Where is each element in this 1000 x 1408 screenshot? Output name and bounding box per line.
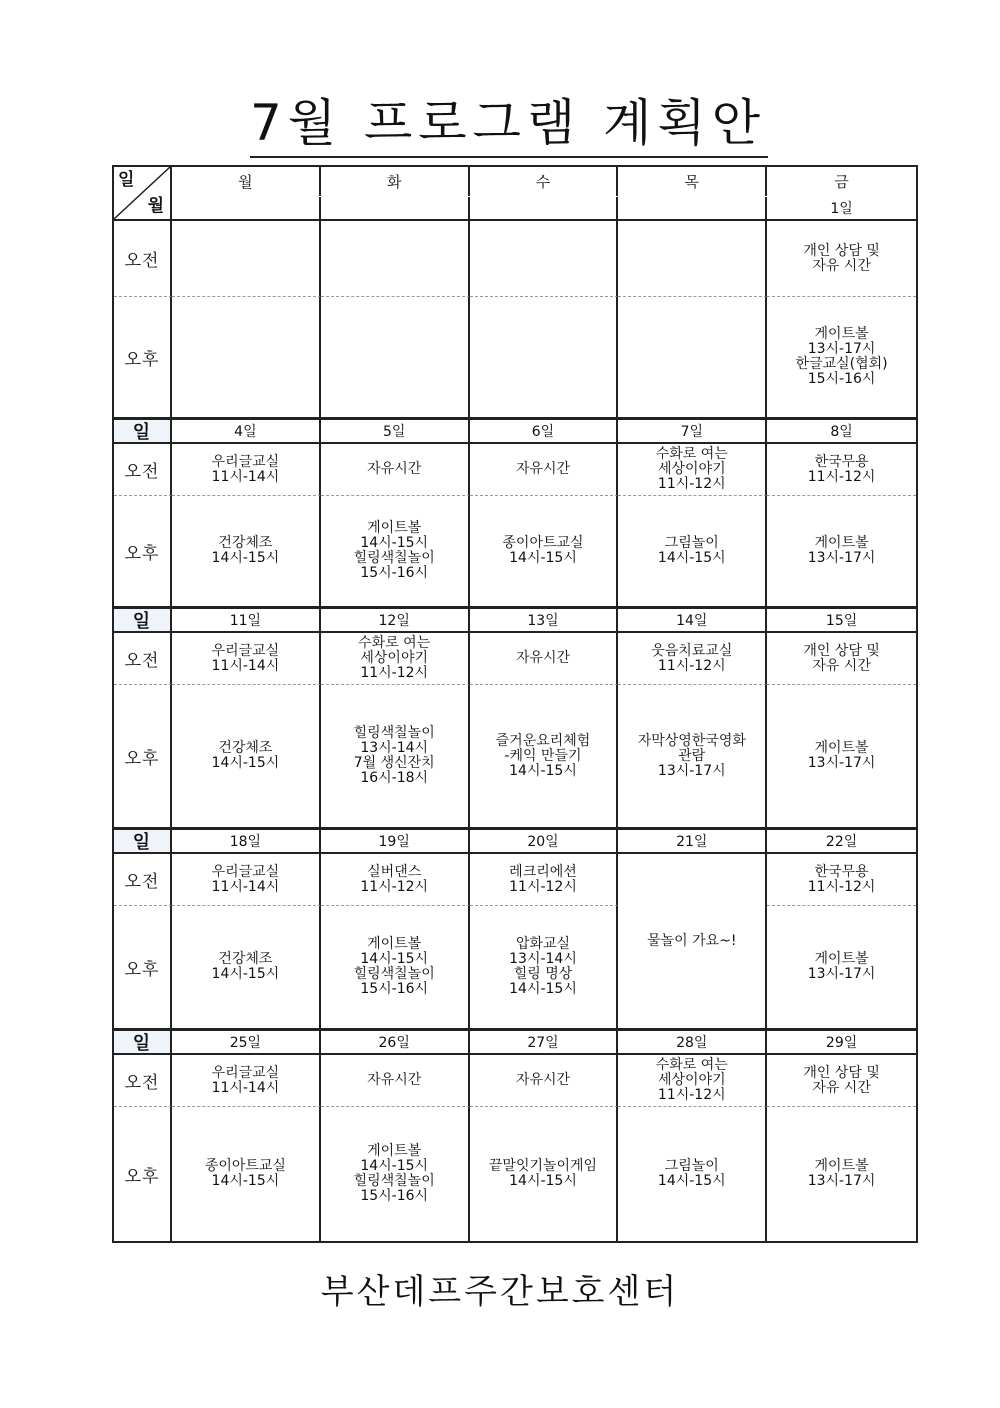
program-line: 14시-15시	[509, 550, 577, 566]
program-line: 자유 시간	[812, 257, 871, 274]
program-line: 11시-12시	[360, 665, 429, 681]
program-line: 16시-18시	[360, 770, 429, 786]
program-line: 즐거운요리체험	[495, 732, 591, 749]
pm-cell	[767, 496, 916, 606]
program-line: 레크리에션	[509, 863, 577, 880]
pm-cell	[767, 906, 916, 1028]
weekday-wed: 수	[470, 167, 619, 196]
day-number: 26일	[321, 1031, 470, 1055]
program-line: 자막상영한국영화	[637, 732, 746, 749]
all-day-cell	[618, 854, 767, 1028]
program-line: 14시-15시	[509, 981, 577, 997]
am-label: 오전	[114, 854, 172, 906]
program-line: 자유시간	[367, 1072, 422, 1088]
day-number	[321, 197, 470, 219]
day-number: 20일	[470, 830, 619, 854]
pm-cell	[470, 1107, 619, 1241]
am-label: 오전	[114, 1055, 172, 1107]
pm-cell	[321, 906, 470, 1028]
pm-label: 오후	[114, 685, 172, 827]
am-cell	[172, 444, 321, 496]
program-line: 자유시간	[367, 461, 422, 477]
day-number: 12일	[321, 609, 470, 633]
program-line: 세상이야기	[657, 1072, 726, 1088]
program-line: 종이아트교실	[502, 535, 584, 551]
pm-cell	[767, 1107, 916, 1241]
schedule-table	[112, 165, 918, 1243]
week-label: 일	[114, 1031, 172, 1055]
day-number	[618, 197, 767, 219]
day-number: 27일	[470, 1031, 619, 1055]
day-number: 29일	[767, 1031, 916, 1055]
pm-cell	[321, 496, 470, 606]
program-line: 관람	[678, 747, 706, 764]
week-label: 일	[114, 609, 172, 633]
program-line: 게이트볼	[367, 1143, 422, 1159]
day-number: 1일	[830, 201, 853, 217]
program-line: 14시-15시	[657, 1173, 726, 1189]
pm-cell	[618, 297, 767, 417]
am-cell	[172, 221, 321, 297]
program-line: 게이트볼	[814, 535, 869, 551]
program-line: 게이트볼	[367, 520, 422, 536]
pm-cell	[172, 906, 321, 1028]
corner-day-label: 일	[118, 170, 135, 190]
pm-cell	[321, 297, 470, 417]
program-line: 14시-15시	[211, 1173, 280, 1189]
program-line: 우리글교실	[211, 1064, 280, 1081]
am-cell	[470, 633, 619, 685]
program-line: 개인 상담 및	[803, 242, 880, 259]
am-label: 오전	[114, 221, 172, 297]
pm-cell	[470, 906, 619, 1028]
day-number: 11일	[172, 609, 321, 633]
am-cell	[767, 1055, 916, 1107]
program-line: 한국무용	[814, 863, 869, 880]
program-line: 14시-15시	[509, 1173, 577, 1189]
pm-cell	[321, 685, 470, 827]
program-line: 11시-14시	[211, 468, 280, 485]
weekday-mon: 월	[172, 167, 321, 196]
program-line: 자유 시간	[812, 657, 871, 674]
program-line: 15시-16시	[807, 371, 876, 387]
program-line: 자유시간	[515, 461, 571, 477]
corner-month-label: 월	[147, 196, 164, 216]
program-line: 건강체조	[218, 535, 273, 551]
program-line: 13시-17시	[807, 755, 876, 771]
pm-cell	[618, 1107, 767, 1241]
program-line: 압화교실	[515, 936, 571, 952]
day-number: 21일	[618, 830, 767, 854]
am-cell	[470, 854, 619, 906]
program-line: 14시-15시	[657, 550, 726, 566]
day-number: 18일	[172, 830, 321, 854]
day-number: 6일	[470, 420, 619, 444]
am-cell	[321, 854, 470, 906]
pm-cell	[172, 496, 321, 606]
program-line: 그림놀이	[664, 535, 719, 551]
day-number: 15일	[767, 609, 916, 633]
center-name-footer: 부산데프주간보호센터	[320, 1272, 680, 1312]
am-cell	[470, 221, 619, 297]
program-line: -케익 만들기	[504, 747, 582, 764]
pm-label: 오후	[114, 297, 172, 417]
program-line: 13시-14시	[509, 951, 577, 967]
day-number: 13일	[470, 609, 619, 633]
program-line: 11시-14시	[211, 657, 280, 674]
day-number: 22일	[767, 830, 916, 854]
first-week-date-strip	[114, 197, 916, 221]
strip-corner	[114, 197, 172, 219]
am-cell	[618, 1055, 767, 1107]
program-line: 13시-17시	[807, 966, 876, 982]
program-line: 13시-17시	[807, 550, 876, 566]
program-line: 수화로 여는	[655, 446, 728, 462]
week-block	[114, 830, 916, 1031]
program-line: 11시-12시	[657, 657, 726, 674]
program-line: 그림놀이	[664, 1158, 719, 1174]
program-line: 게이트볼	[814, 740, 869, 756]
program-line: 힐링색칠놀이	[353, 550, 435, 566]
program-line: 종이아트교실	[204, 1158, 286, 1174]
am-cell	[767, 444, 916, 496]
program-line: 우리글교실	[211, 453, 280, 470]
program-line: 11시-12시	[360, 878, 429, 895]
day-number: 25일	[172, 1031, 321, 1055]
am-cell	[321, 1055, 470, 1107]
week-block	[114, 609, 916, 830]
program-line: 11시-14시	[211, 878, 280, 895]
am-cell	[321, 444, 470, 496]
program-line: 13시-17시	[807, 341, 876, 357]
day-number: 7일	[618, 420, 767, 444]
program-line: 자유시간	[515, 1072, 571, 1088]
program-line: 게이트볼	[814, 326, 869, 342]
program-line: 11시-14시	[211, 1079, 280, 1096]
weekday-tue: 화	[321, 167, 470, 196]
day-number	[470, 197, 619, 219]
program-line: 11시-12시	[509, 878, 577, 895]
program-line: 7월 생신잔치	[353, 755, 435, 771]
program-line: 한글교실(협회)	[795, 356, 888, 372]
week-block	[114, 221, 916, 420]
pm-cell	[321, 1107, 470, 1241]
program-line: 힐링색칠놀이	[353, 1173, 435, 1189]
day-number	[172, 197, 321, 219]
program-line: 힐링 명상	[513, 966, 573, 982]
program-line: 실버댄스	[367, 863, 422, 880]
program-line: 14시-15시	[509, 762, 577, 779]
pm-cell	[172, 297, 321, 417]
program-line: 13시-14시	[360, 740, 429, 756]
am-cell	[618, 633, 767, 685]
program-line: 우리글교실	[211, 642, 280, 659]
program-line: 세상이야기	[657, 461, 726, 477]
program-line: 힐링색칠놀이	[353, 725, 435, 741]
am-cell	[172, 854, 321, 906]
week-label: 일	[114, 420, 172, 444]
page-title: 7월 프로그램 계획안	[250, 94, 766, 152]
program-line: 11시-12시	[807, 468, 876, 485]
week-block	[114, 1031, 916, 1241]
am-label: 오전	[114, 444, 172, 496]
pm-cell	[470, 496, 619, 606]
program-line: 11시-12시	[657, 1087, 726, 1103]
program-line: 수화로 여는	[655, 1057, 728, 1073]
program-line: 11시-12시	[807, 878, 876, 895]
program-line: 15시-16시	[360, 981, 429, 997]
day-number: 4일	[172, 420, 321, 444]
pm-cell	[172, 1107, 321, 1241]
day-number: 14일	[618, 609, 767, 633]
program-line: 14시-15시	[360, 535, 429, 551]
program-line: 물놀이 가요~!	[647, 932, 737, 949]
program-line: 11시-12시	[657, 476, 726, 492]
program-line: 건강체조	[218, 740, 273, 756]
am-cell	[321, 221, 470, 297]
program-line: 게이트볼	[814, 951, 869, 967]
day-number: 5일	[321, 420, 470, 444]
pm-cell	[470, 685, 619, 827]
week-block	[114, 420, 916, 609]
program-line: 게이트볼	[814, 1158, 869, 1174]
am-cell	[172, 633, 321, 685]
program-line: 15시-16시	[360, 1188, 429, 1204]
program-line: 한국무용	[814, 453, 869, 470]
day-number: 19일	[321, 830, 470, 854]
am-label: 오전	[114, 633, 172, 685]
program-line: 끝말잇기놀이게임	[488, 1158, 598, 1174]
program-line: 13시-17시	[657, 762, 726, 779]
pm-cell	[618, 685, 767, 827]
pm-cell	[767, 297, 916, 417]
am-cell	[618, 444, 767, 496]
pm-cell	[172, 685, 321, 827]
day-number: 28일	[618, 1031, 767, 1055]
program-line: 15시-16시	[360, 565, 429, 581]
program-line: 게이트볼	[367, 936, 422, 952]
am-cell	[470, 444, 619, 496]
program-line: 14시-15시	[211, 755, 280, 771]
program-line: 수화로 여는	[358, 635, 431, 651]
program-line: 14시-15시	[211, 550, 280, 566]
program-line: 건강체조	[218, 951, 273, 967]
weekday-fri: 금	[834, 173, 849, 191]
weekday-thu: 목	[618, 167, 767, 196]
am-cell	[767, 854, 916, 906]
program-line: 13시-17시	[807, 1173, 876, 1189]
pm-label: 오후	[114, 496, 172, 606]
title-underline	[250, 156, 768, 158]
pm-cell	[767, 685, 916, 827]
week-label: 일	[114, 830, 172, 854]
am-cell	[470, 1055, 619, 1107]
am-cell	[618, 221, 767, 297]
am-cell	[767, 633, 916, 685]
program-line: 14시-15시	[360, 1158, 429, 1174]
am-cell	[172, 1055, 321, 1107]
program-line: 웃음치료교실	[651, 642, 733, 659]
pm-label: 오후	[114, 1107, 172, 1241]
program-line: 세상이야기	[360, 650, 428, 666]
program-line: 우리글교실	[211, 863, 280, 880]
pm-label: 오후	[114, 906, 172, 1028]
weeks-container	[114, 197, 916, 1241]
program-line: 자유시간	[515, 650, 571, 666]
program-line: 14시-15시	[211, 966, 280, 982]
program-line: 힐링색칠놀이	[353, 966, 435, 982]
program-line: 14시-15시	[360, 951, 429, 967]
day-number: 8일	[767, 420, 916, 444]
am-cell	[321, 633, 470, 685]
pm-cell	[618, 496, 767, 606]
program-line: 개인 상담 및	[803, 1064, 880, 1081]
program-line: 자유 시간	[812, 1079, 871, 1096]
program-line: 개인 상담 및	[803, 642, 880, 659]
pm-cell	[470, 297, 619, 417]
am-cell	[767, 221, 916, 297]
